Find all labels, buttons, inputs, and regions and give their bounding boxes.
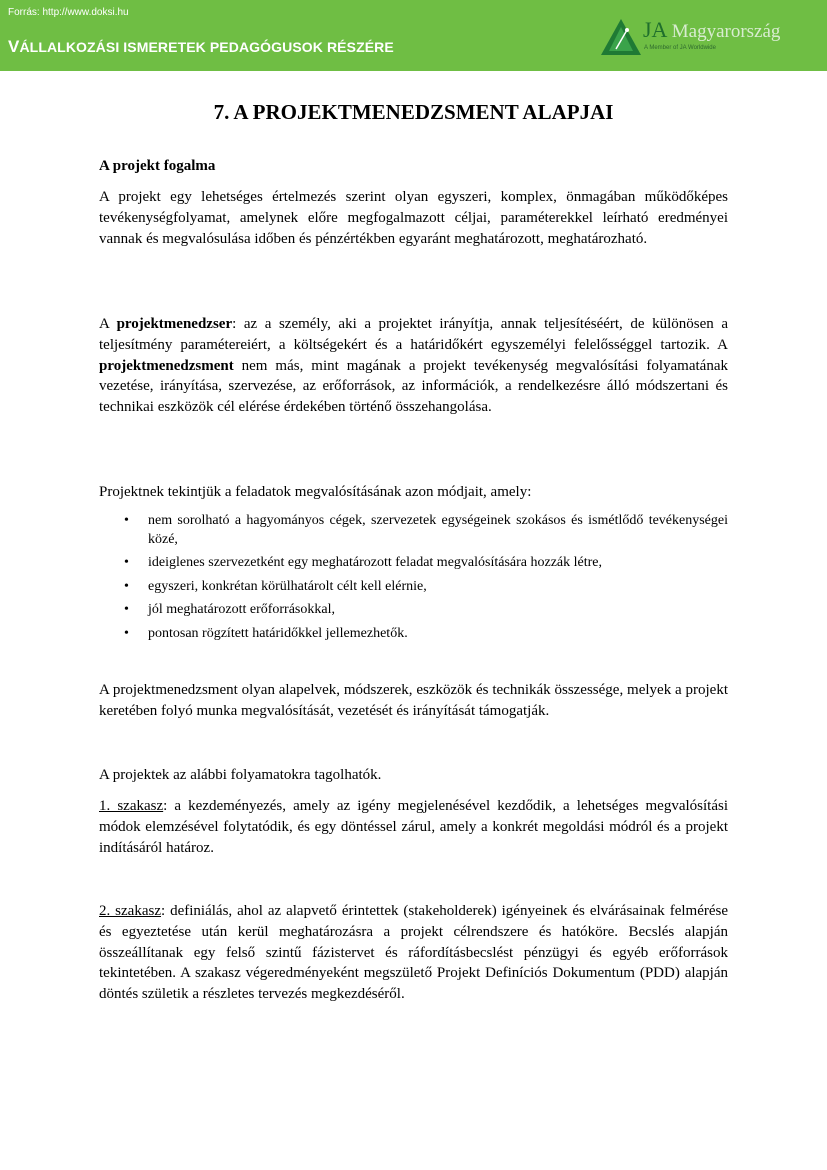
paragraph-stage-1: [99, 796, 728, 858]
bullet-icon: •: [124, 513, 129, 528]
logo-tagline: A Member of JA Worldwide: [644, 45, 716, 51]
ja-logo: [600, 18, 810, 58]
stage-1-label: 1. szakasz: [99, 798, 164, 814]
pm-text-a: A: [99, 316, 117, 332]
header-banner: [0, 0, 827, 71]
logo-text: [643, 17, 780, 43]
paragraph-projektmenedzser: [99, 314, 728, 418]
stage-1-text: : a kezdeményezés, amely az igény megjelenésével kezdődik, a lehetséges megvalósítási módok elemzésével folytatódik, és egy döntéssel zárul, amely a konkrét megoldási módról és a projekt indításáról határoz.: [99, 798, 728, 856]
page-title: 7. A PROJEKTMENEDZSMENT ALAPJAI: [213, 100, 614, 124]
bullet-icon: •: [124, 555, 129, 570]
banner-title: [8, 37, 394, 57]
banner-first-letter: V: [8, 37, 20, 56]
logo-sub: Magyarország: [671, 21, 781, 42]
list-intro: Projektnek tekintjük a feladatok megvalósításának azon módjait, amely:: [99, 484, 532, 500]
banner-rest: ÁLLALKOZÁSI ISMERETEK PEDAGÓGUSOK RÉSZÉRE: [19, 39, 394, 55]
stage-2-label: 2. szakasz: [99, 903, 161, 919]
list-item: • jól meghatározott erőforrásokkal,: [99, 601, 728, 620]
process-intro: A projektek az alábbi folyamatokra tagolhatók.: [99, 767, 382, 783]
paragraph-projekt-definicio: A projekt egy lehetséges értelmezés szerint olyan egyszeri, komplex, önmagában működőképes tevékenységfolyamat, amelynek előre megfogalmazott céljai, paraméterekkel leírható eredményei vannak és megvalósulása időben és pénzértékben egyaránt meghatározott, meghatározható.: [99, 189, 728, 247]
paragraph-stage-2: [99, 901, 728, 1005]
ja-triangle-icon: [600, 18, 642, 56]
term-projektmenedzsment: projektmenedzsment: [99, 357, 234, 374]
section-heading-projekt-fogalma: A projekt fogalma: [99, 158, 216, 174]
pm-text-e: nem más, mint magának a projekt tevékenység megvalósítási folyamatának vezetése, irányítása, szervezése, az erőforrások, az információk, a rendelkezésre álló módszertani és technikai eszközök cél elérése érdekében történő összehangolása.: [99, 357, 728, 416]
bullet-icon: •: [124, 625, 129, 641]
pm-text-c: : az a személy, aki a projektet irányítja, annak teljesítéséért, de különösen a teljesítmény paramétereiért, a költségekért és a határidőkért egyszemélyi felelősséggel tartozik. A: [99, 316, 728, 353]
list-item: • pontosan rögzített határidőkkel jellemezhetők.: [99, 625, 728, 644]
list-item: • nem sorolható a hagyományos cégek, szervezetek egységeinek szokásos és ismétlődő tevékenységei közé,: [124, 513, 728, 547]
logo-main: JA: [643, 17, 667, 42]
paragraph-pm-definicio: A projektmenedzsment olyan alapelvek, módszerek, eszközök és technikák összessége, melyek a projekt keretében folyó munka megvalósítását, vezetését és irányítását támogatják.: [99, 682, 728, 719]
source-text: Forrás: http://www.doksi.hu: [8, 7, 129, 18]
bullet-icon: •: [124, 578, 129, 594]
project-criteria-list: [99, 512, 728, 648]
term-projektmenedzser: projektmenedzser: [116, 316, 233, 332]
stage-2-text: : definiálás, ahol az alapvető érintettek (stakeholderek) igényeinek és elvárásainak felmérése és egyeztetése után kerül meghatározásra a projekt célrendszere és hatóköre. Becslés alapján összeállítanak egy felső szintű fázistervet és ráfordításbecslést pénzügyi és egyéb erőforrások tekintetében. A szakasz végeredményeként megszülető Projekt Definíciós Dokumentum (PDD) alapján döntés születik a részletes tervezés megkezdéséről.: [99, 903, 729, 1003]
list-item: • egyszeri, konkrétan körülhatárolt célt kell elérnie,: [99, 578, 728, 597]
bullet-icon: •: [124, 602, 129, 617]
list-item: • ideiglenes szervezetként egy meghatározott feladat megvalósítására hozzák létre,: [99, 554, 728, 573]
